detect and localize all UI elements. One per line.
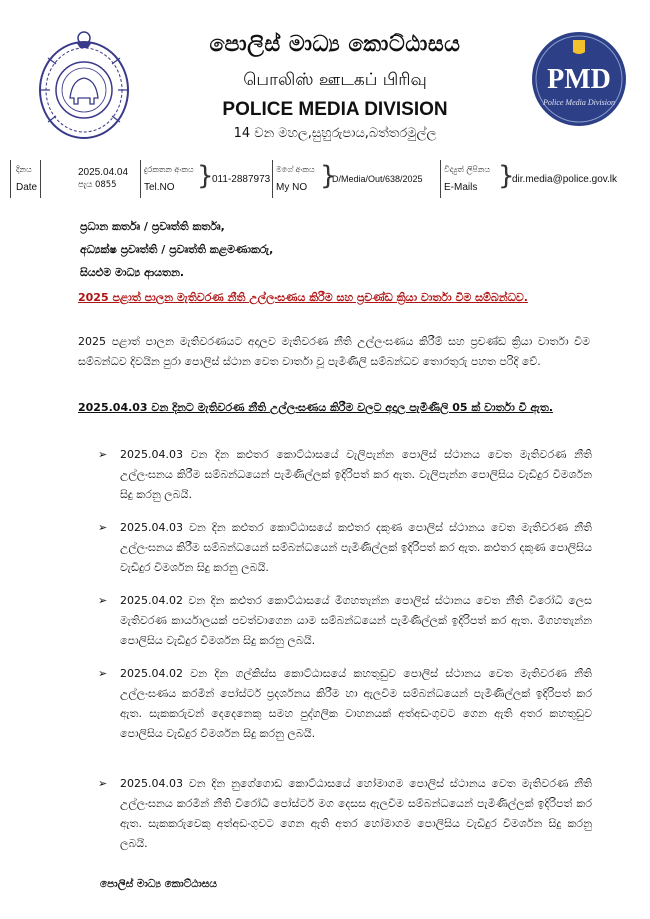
tel-label-si: දුරකතන අංකය <box>144 165 194 174</box>
subject-heading: 2025 පළාත් පාලන මැතිවරණ නීති උල්ලංඝණය කිරීම සහ ප්‍රචණ්ඩ ක්‍රියා වාර්තා වීම සම්බන්ධව. <box>78 291 528 304</box>
list-item-text: 2025.04.03 වන දින කළුතර කොට්ඨාසයේ කළුතර දකුණ පොලිස් ස්ථානය වෙත මැතිවරණ නීති උල්ලංඝනය කිරීම සම්බන්ධයෙන් සම්බන්ධයෙන් පැමිණිල්ලක් ඉදිරිපත් කර ඇත. කළුතර දකුණ පොලිසිය වැඩිදුර විමර්ශන සිදු කරනු ලබයි. <box>120 521 592 574</box>
list-item <box>98 445 592 505</box>
list-item <box>98 518 592 578</box>
date-label-en: Date <box>16 182 38 193</box>
list-item-text: 2025.04.02 වන දින ගල්කිස්ස කොට්ඨාසයේ කහතුඩුව පොලිස් ස්ථානය වෙත මැතිවරණ නීති උල්ලංඝණය කරමින් පෝස්ටර් ප්‍රදර්ශනය කිරීම හා ඇලවීම සම්බන්ධයෙන් පැමිණිල්ලක් ඉදිරිපත් කර ඇත. සැකකරුවන් දෙදෙනෙකු සමහ පුද්ගලික වාහනයක් අත්අඩංගුවට ගෙන ඇති අතර කහතුඩුව පොලිසිය වැඩිදුර විමර්ශන සිදු කරනු ලබයි. <box>120 667 592 740</box>
list-item <box>98 774 592 854</box>
addressee-line: සියළුම මාධ්‍ය ආයතන. <box>80 266 185 279</box>
signature: පොලිස් මාධ්‍ය කොට්ඨාසය <box>100 878 217 890</box>
tel-value: 011-2887973 <box>212 174 271 185</box>
tel-label-en: Tel.NO <box>144 182 175 193</box>
list-item <box>98 664 592 744</box>
list-item-text: 2025.04.03 වන දින නුගේගොඩ කොට්ඨාසයේ හෝමාගම පොලිස් ස්ථානය වෙත මැතිවරණ නීති උල්ලංඝනය කරමින් නීති විරෝධි පෝස්ටර් මග දෙසස ඇලවීම සම්බන්ධයෙන් පැමිණිල්ලක් ඉදිරිපත් කර ඇත. සැකකරුවෙකු අත්අඩංගුවට ගෙන ඇති අතර හෝමාගම පොලිසිය වැඩිදුර විමර්ශන සිදු කරනු ලබයි. <box>120 777 592 850</box>
time-value: පැය 0855 <box>78 180 117 190</box>
list-item <box>98 591 592 651</box>
date-label-si: දිනය <box>16 165 32 174</box>
bullet-arrow-icon: ➢ <box>98 448 108 461</box>
bullet-arrow-icon: ➢ <box>98 777 108 790</box>
org-address: 14 වන මහල,සුහුරුපාය,බත්තරමුල්ල <box>233 126 437 141</box>
list-item-text: 2025.04.02 වන දින කළුතර කොට්ඨාසයේ මීගහතැන්න පොලිස් ස්ථානය වෙත නීති විරෝධි ලෙස මැතිවරණ කාර්යාලයක් පවත්වාගෙන යාම සම්බන්ධයෙන් පැමිණිල්ලක් ඉදිරිපත් කර ඇත. මීගහතැන්න පොලිසිය වැඩිදුර විමර්ශන සිදු කරනු ලබයි. <box>120 594 592 647</box>
list-item-text: 2025.04.03 වන දින කළුතර කොට්ඨාසයේ වැලිපැන්න පොලිස් ස්ථානය වෙත මැතිවරණ නීති උල්ලංඝනය කිරීම සම්බන්ධයෙන් පැමිණිල්ලක් ඉදිරිපත් කර ඇත. වැලිපැන්න පොලිසිය වැඩිදුර විමර්ශන සිදු කරනු ලබයි. <box>120 448 592 501</box>
myno-value: D/Media/Out/638/2025 <box>332 174 423 184</box>
addressee-block <box>80 215 273 284</box>
email-label-si: විද්‍යුත් ලිපිනය <box>444 165 491 174</box>
intro-paragraph: 2025 පළාත් පාලන මැතිවරණයට අදාලව මැතිවරණ නීති උල්ලංඝණය කිරීම් සහ ප්‍රචණ්ඩ ක්‍රියා වාර්තා වීම සම්බන්ධව දිවයින පුරා පොලිස් ස්ථාන වෙත වාර්තා වූ පැමිණිලි සම්බන්ධව තොරතුරු පහත පරිදි වේ. <box>78 335 590 368</box>
myno-label-si: මගේ අංකය <box>276 165 315 174</box>
addressee-line: ප්‍රධාන කර්තෘ / ප්‍රවෘත්ති කර්තෘ, <box>80 220 225 233</box>
section-heading: 2025.04.03 වන දිනට මැතිවරණ නීති උල්ලංඝණය කිරීම වලට අදාල පැමිණිලි 05 ක් වාර්තා වී ඇත. <box>78 401 554 414</box>
date-value: 2025.04.04 <box>78 167 129 178</box>
org-title-english: POLICE MEDIA DIVISION <box>222 99 448 120</box>
bullet-arrow-icon: ➢ <box>98 667 108 680</box>
email-label-en: E-Mails <box>444 182 478 193</box>
contact-strip: දිනය Date 2025.04.04 පැය 0855 දුරකතන අංකය Tel.NO } 011-2887973 මගේ අංකය My NO } D/Media/Out/638/2025 විද්‍යුත් ලිපිනය E-Mails } dir.media@police.gov.lk <box>10 158 638 200</box>
bullet-arrow-icon: ➢ <box>98 521 108 534</box>
pmd-logo <box>530 30 628 128</box>
email-value: dir.media@police.gov.lk <box>512 174 618 185</box>
org-title-tamil: பொலிஸ் ஊடகப் பிரிவு <box>243 70 427 90</box>
pmd-logo-subtext: Police Media Division <box>543 98 615 107</box>
bullet-arrow-icon: ➢ <box>98 594 108 607</box>
myno-label-en: My NO <box>276 182 308 193</box>
pmd-logo-text: PMD <box>547 64 611 95</box>
org-title-sinhala: පොලිස් මාධ්‍ය කොට්ඨාසය <box>209 32 461 57</box>
police-emblem-logo <box>36 24 132 142</box>
addressee-line: අධ්‍යක්ෂ ප්‍රවෘත්ති / ප්‍රවෘත්ති කළමණාකරු, <box>80 243 274 256</box>
